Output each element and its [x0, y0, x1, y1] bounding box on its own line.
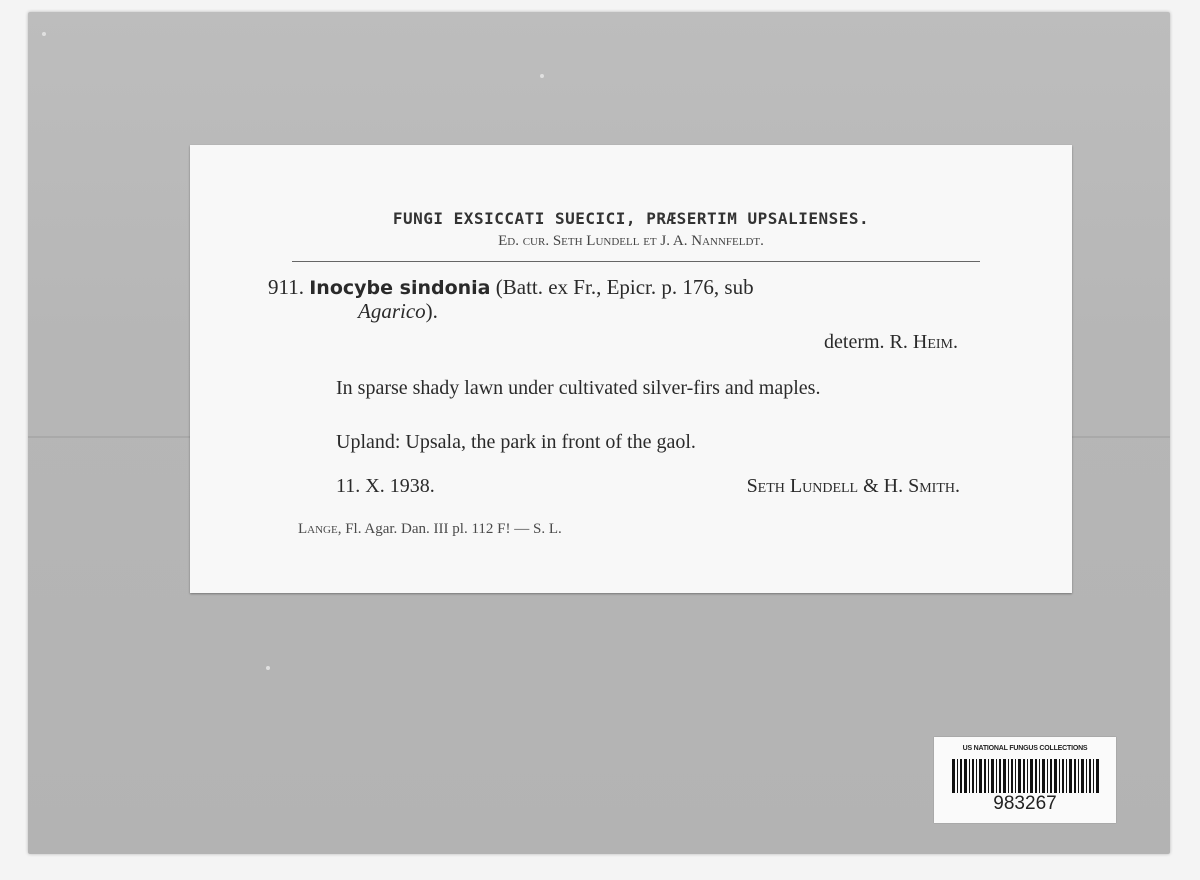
reference-author: Lange [298, 521, 338, 537]
authority-genus: Agarico [358, 299, 426, 323]
specimen-entry [268, 275, 980, 300]
barcode-header: US NATIONAL FUNGUS COLLECTIONS [962, 745, 1088, 752]
determ-prefix: determ. [824, 331, 885, 353]
species-authority: (Batt. ex Fr., Epicr. p. 176, sub [495, 275, 754, 299]
header-divider [292, 261, 980, 262]
label-editors: Ed. cur. Seth Lundell et J. A. Nannfeldt. [498, 233, 764, 249]
paper-speck [266, 666, 270, 670]
authority-continued [358, 299, 438, 324]
reference-text: , Fl. Agar. Dan. III pl. 112 F! — S. L. [337, 521, 562, 537]
paper-speck [42, 32, 46, 36]
specimen-label [190, 145, 1072, 593]
specimen-number: 911. [268, 275, 304, 299]
locality-text: Upland: Upsala, the park in front of the gaol. [336, 431, 696, 453]
label-title: FUNGI EXSICCATI SUECICI, PRÆSERTIM UPSALIENSES. [392, 209, 870, 228]
species-name: Inocybe sindonia [309, 277, 491, 299]
determination [824, 331, 958, 354]
habitat-text: In sparse shady lawn under cultivated silver-firs and maples. [336, 377, 821, 399]
collection-date: 11. X. 1938. [336, 475, 435, 497]
barcode-number: 983267 [993, 793, 1057, 814]
literature-reference [298, 521, 562, 538]
barcode-label [934, 737, 1116, 823]
paper-speck [540, 74, 544, 78]
barcode-icon [952, 759, 1100, 793]
determ-name: R. Heim. [889, 331, 958, 353]
authority-close: ). [425, 299, 438, 323]
collectors: Seth Lundell & H. Smith. [746, 475, 960, 497]
